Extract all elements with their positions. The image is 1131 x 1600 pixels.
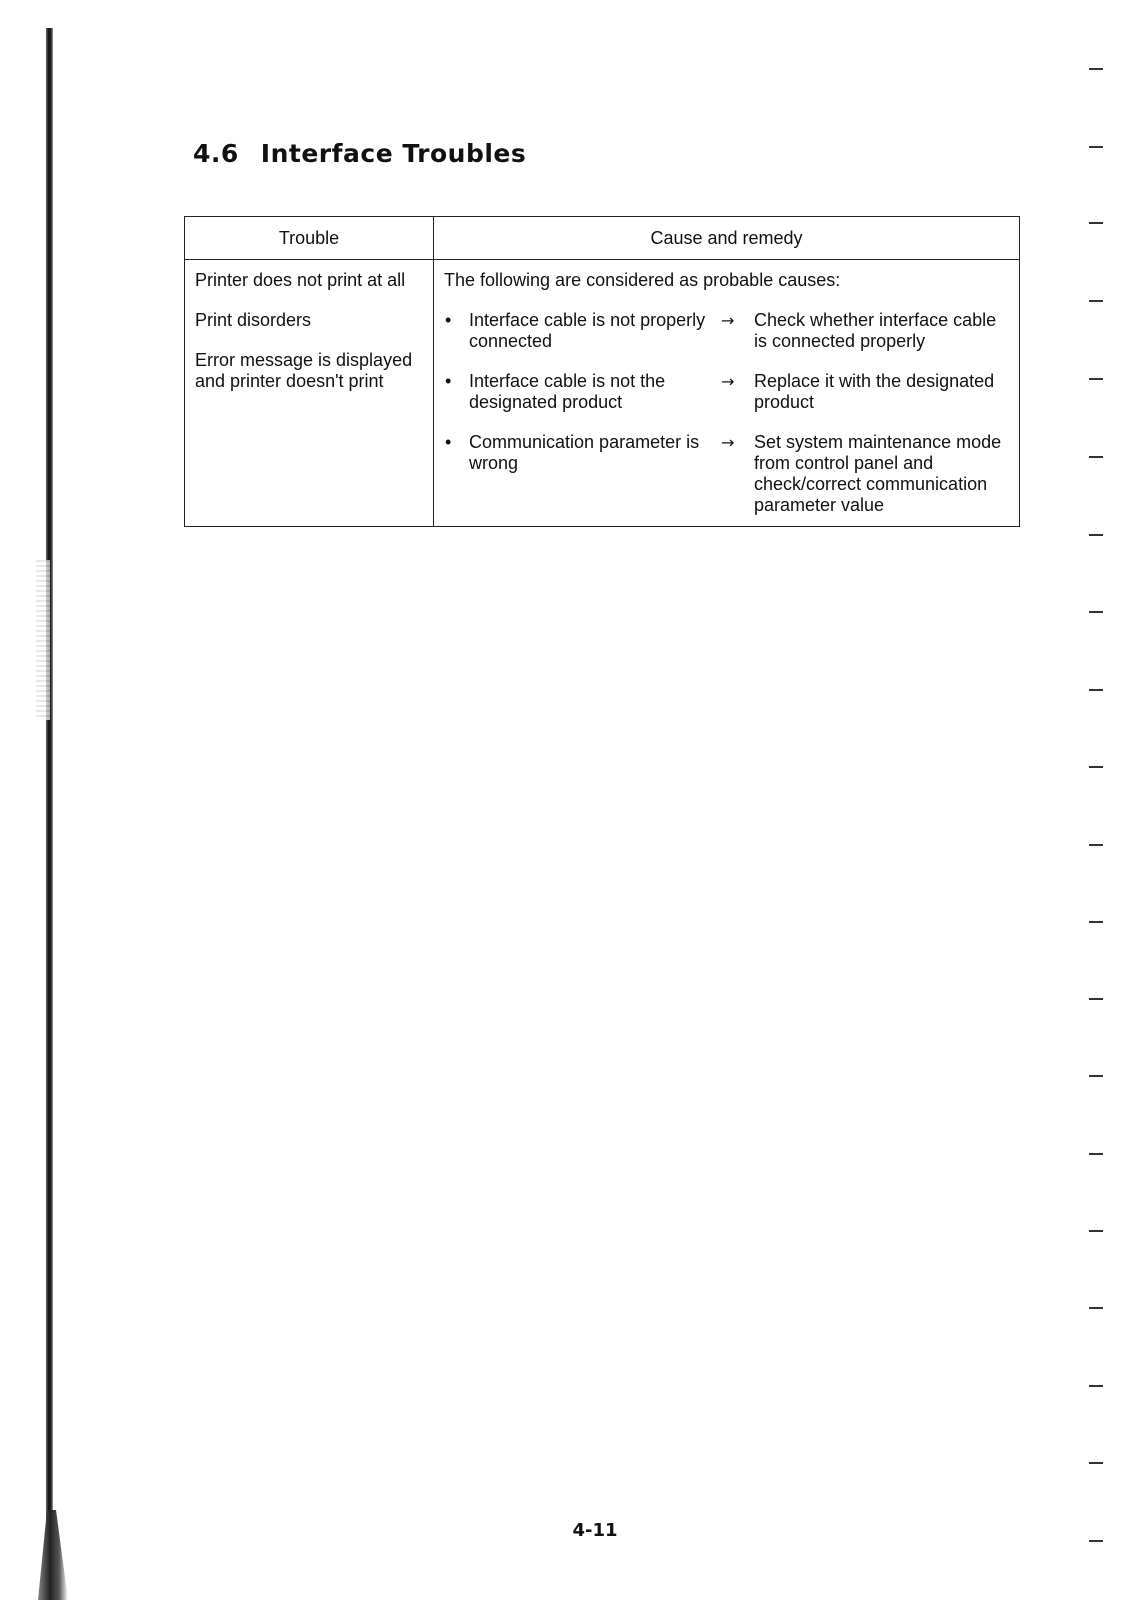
binding-shadow xyxy=(36,560,50,720)
cause-text: Communication parameter is wrong xyxy=(469,432,700,473)
remedy-text: Check whether interface cable is connected properly xyxy=(754,310,997,351)
trouble-item: Print disorders xyxy=(195,310,312,330)
header-trouble: Trouble xyxy=(185,217,434,260)
bullet-icon: • xyxy=(445,371,452,391)
header-cause-and-remedy: Cause and remedy xyxy=(434,217,1020,260)
section-title: Interface Troubles xyxy=(260,139,527,168)
trouble-item: Error message is displayed and printer doesn't print xyxy=(195,350,413,391)
margin-tick xyxy=(1089,68,1103,70)
cause-remedy-item xyxy=(444,310,1013,352)
margin-tick xyxy=(1089,844,1103,846)
margin-tick xyxy=(1089,998,1103,1000)
margin-tick xyxy=(1089,766,1103,768)
margin-tick xyxy=(1089,1075,1103,1077)
table-row xyxy=(185,260,1020,527)
cause-text: Interface cable is not properly connected xyxy=(469,310,706,351)
arrow-right-icon: → xyxy=(721,433,735,452)
margin-tick xyxy=(1089,534,1103,536)
margin-tick xyxy=(1089,921,1103,923)
arrow-right-icon: → xyxy=(721,372,735,391)
margin-tick xyxy=(1089,1385,1103,1387)
remedy-text: Set system maintenance mode from control panel and check/correct communication parameter value xyxy=(754,432,1002,515)
margin-tick xyxy=(1089,378,1103,380)
cause-remedy-item xyxy=(444,371,1013,413)
page-number: 4-11 xyxy=(572,1520,618,1541)
bullet-icon: • xyxy=(445,432,452,452)
margin-tick xyxy=(1089,611,1103,613)
cause-remedy-cell xyxy=(434,260,1020,527)
margin-tick xyxy=(1089,1153,1103,1155)
margin-tick xyxy=(1089,146,1103,148)
trouble-cell xyxy=(185,260,434,527)
arrow-right-icon: → xyxy=(721,311,735,330)
interface-troubles-table xyxy=(184,216,1020,527)
cause-remedy-item xyxy=(444,432,1013,516)
margin-tick xyxy=(1089,1230,1103,1232)
section-heading xyxy=(193,139,526,168)
remedy-text: Replace it with the designated product xyxy=(754,371,995,412)
margin-tick xyxy=(1089,1462,1103,1464)
cause-text: Interface cable is not the designated product xyxy=(469,371,666,412)
margin-tick xyxy=(1089,456,1103,458)
margin-tick xyxy=(1089,1307,1103,1309)
binding-edge xyxy=(46,28,53,1600)
bullet-icon: • xyxy=(445,310,452,330)
margin-tick xyxy=(1089,300,1103,302)
table-header-row xyxy=(185,217,1020,260)
margin-tick xyxy=(1089,222,1103,224)
section-number: 4.6 xyxy=(193,139,239,168)
causes-intro: The following are considered as probable causes: xyxy=(444,270,841,290)
margin-tick xyxy=(1089,689,1103,691)
trouble-item: Printer does not print at all xyxy=(195,270,406,290)
